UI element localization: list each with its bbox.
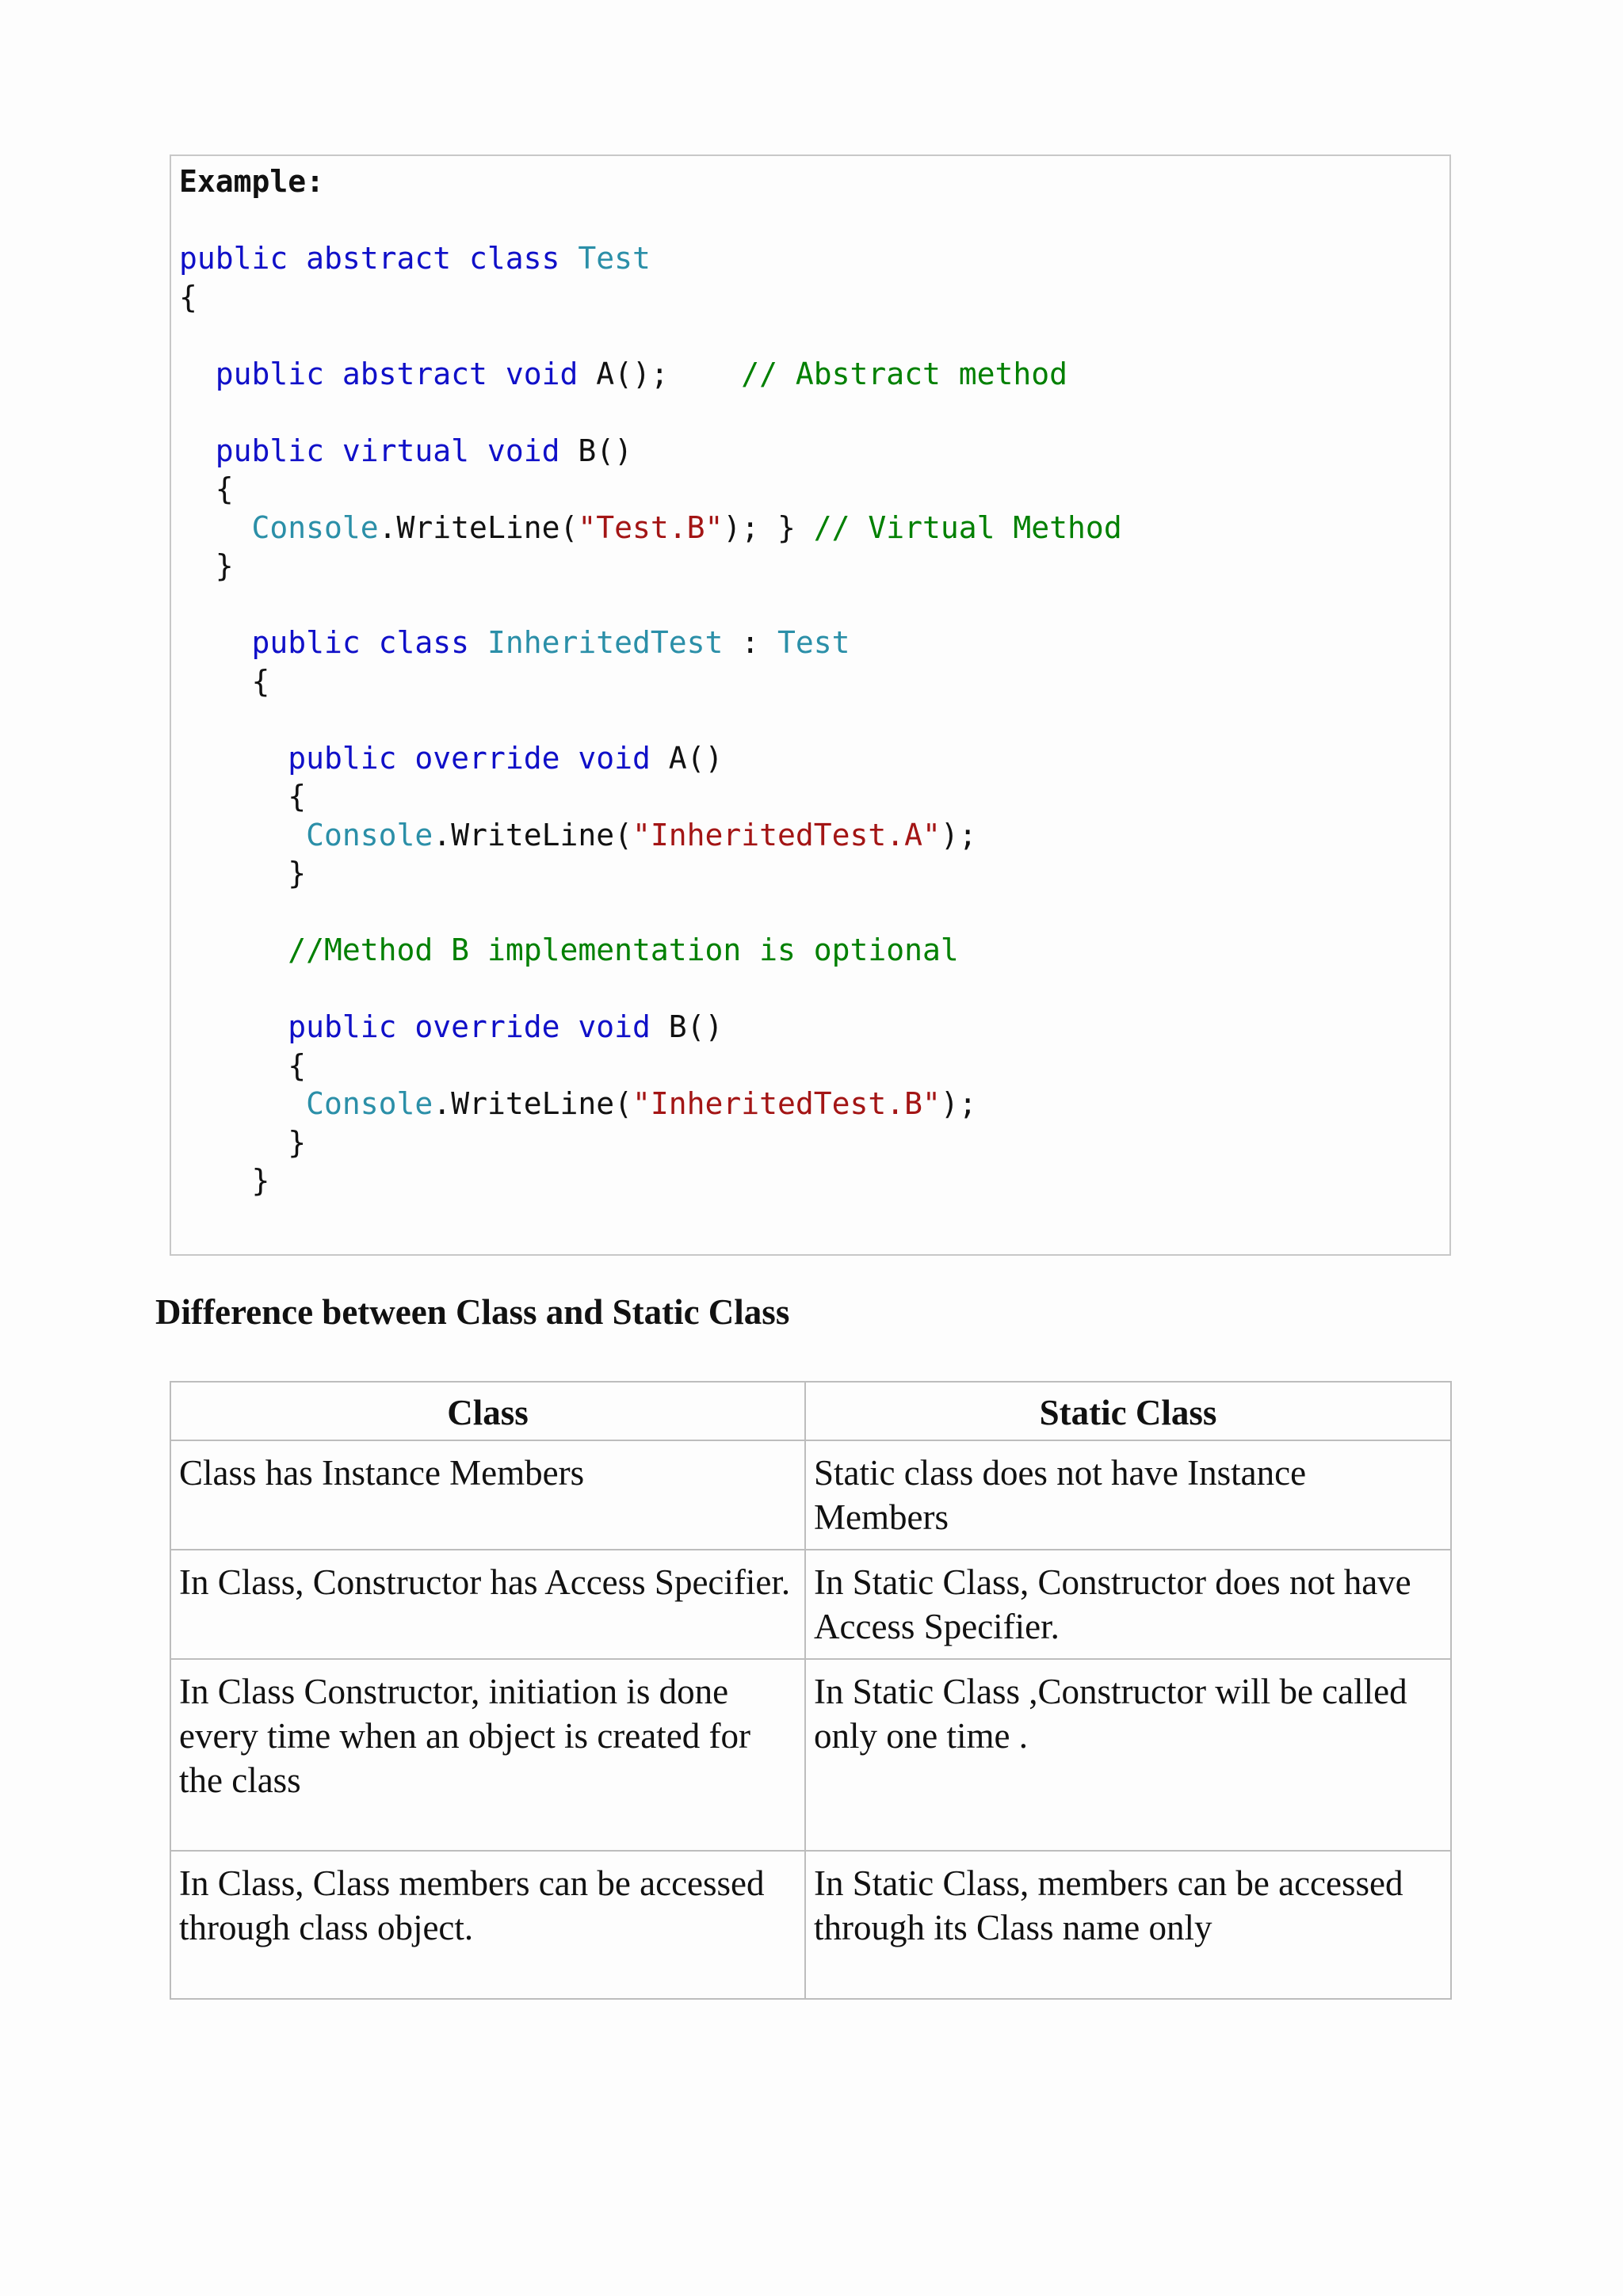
code-line: [179, 931, 1122, 970]
code-line: [179, 162, 1122, 201]
code-line: [179, 239, 1122, 278]
table-row: [170, 1550, 1451, 1659]
code-line: [179, 662, 1122, 701]
code-line: [179, 1123, 1122, 1162]
code-type: InheritedTest: [487, 625, 724, 660]
code-comment: //Method B implementation is optional: [288, 933, 959, 967]
code-line: [179, 201, 1122, 240]
header-class: Class: [170, 1382, 805, 1440]
code-string: "InheritedTest.B": [632, 1086, 941, 1121]
code-text: {: [179, 1047, 307, 1083]
code-string: "Test.B": [578, 509, 724, 545]
table-header-row: [170, 1382, 1451, 1440]
code-text: [179, 510, 252, 545]
code-block: [179, 162, 1122, 1200]
code-line: [179, 854, 1122, 893]
code-keyword: public abstract class: [179, 241, 579, 276]
code-line: [179, 432, 1122, 471]
code-example-box: [170, 154, 1451, 1256]
cell-class: Class has Instance Members: [170, 1440, 805, 1550]
code-type: Console: [306, 817, 433, 852]
table-row: [170, 1659, 1451, 1851]
code-text: );: [940, 1086, 977, 1121]
code-text: {: [179, 471, 234, 506]
code-line: [179, 278, 1122, 317]
code-line: [179, 624, 1122, 662]
code-text: ); }: [723, 509, 814, 545]
code-line: [179, 470, 1122, 509]
code-type: Test: [578, 241, 651, 276]
code-keyword: public class: [251, 625, 487, 660]
cell-class: In Class, Class members can be accessed through class object.: [170, 1851, 805, 1999]
code-keyword: public virtual void: [215, 433, 579, 468]
code-line: [179, 393, 1122, 432]
code-line: [179, 700, 1122, 739]
code-text: }: [179, 1124, 307, 1160]
code-line: [179, 816, 1122, 855]
code-comment: // Virtual Method: [813, 509, 1122, 545]
code-text: }: [179, 1163, 270, 1198]
code-keyword: public override void: [288, 740, 669, 776]
code-text: B(): [668, 1009, 724, 1044]
code-text: [179, 625, 252, 660]
cell-static-class: In Static Class, Constructor does not have Access Specifier.: [805, 1550, 1451, 1659]
table-row: [170, 1440, 1451, 1550]
code-text: [179, 818, 306, 852]
code-text: .WriteLine(: [378, 509, 579, 545]
code-keyword: public override void: [288, 1009, 669, 1044]
code-text: .WriteLine(: [433, 817, 632, 852]
cell-class: In Class Constructor, initiation is done every time when an object is created for the class: [170, 1659, 805, 1851]
code-text: A();: [596, 356, 742, 391]
code-line: [179, 970, 1122, 1009]
code-line: [179, 355, 1122, 394]
code-line: [179, 509, 1122, 547]
comparison-table: [170, 1381, 1452, 2000]
code-text: {: [179, 779, 307, 814]
code-string: "InheritedTest.A": [632, 817, 941, 852]
cell-static-class: In Static Class, members can be accessed through its Class name only: [805, 1851, 1451, 1999]
code-comment: // Abstract method: [741, 356, 1068, 391]
header-static-class: Static Class: [805, 1382, 1451, 1440]
code-text: }: [179, 548, 234, 583]
code-text: [179, 433, 216, 468]
section-heading: Difference between Class and Static Class: [155, 1292, 790, 1332]
code-keyword: public abstract void: [215, 356, 597, 391]
code-text: {: [179, 279, 197, 315]
code-type: Console: [251, 509, 379, 545]
code-text: [179, 357, 216, 391]
code-line: [179, 1047, 1122, 1085]
code-text: .WriteLine(: [433, 1086, 632, 1121]
code-line: [179, 547, 1122, 585]
code-type: Console: [306, 1086, 433, 1121]
code-type: Test: [777, 625, 850, 660]
code-text: }: [179, 856, 307, 891]
code-text: [179, 1086, 306, 1121]
code-text: :: [723, 625, 777, 660]
cell-static-class: In Static Class ,Constructor will be called only one time .: [805, 1659, 1451, 1851]
code-text: {: [179, 663, 270, 699]
code-label: Example:: [179, 164, 325, 199]
code-text: [179, 933, 288, 967]
code-line: [179, 1008, 1122, 1047]
code-text: B(): [578, 433, 632, 468]
code-line: [179, 739, 1122, 778]
code-line: [179, 777, 1122, 816]
code-line: [179, 893, 1122, 932]
cell-static-class: Static class does not have Instance Members: [805, 1440, 1451, 1550]
code-text: );: [940, 817, 977, 852]
table-row: [170, 1851, 1451, 1999]
code-line: [179, 1161, 1122, 1200]
cell-class: In Class, Constructor has Access Specifier.: [170, 1550, 805, 1659]
code-line: [179, 316, 1122, 355]
code-text: [179, 1009, 288, 1044]
code-line: [179, 1085, 1122, 1123]
code-text: A(): [668, 740, 724, 776]
code-line: [179, 585, 1122, 624]
code-text: [179, 741, 288, 776]
